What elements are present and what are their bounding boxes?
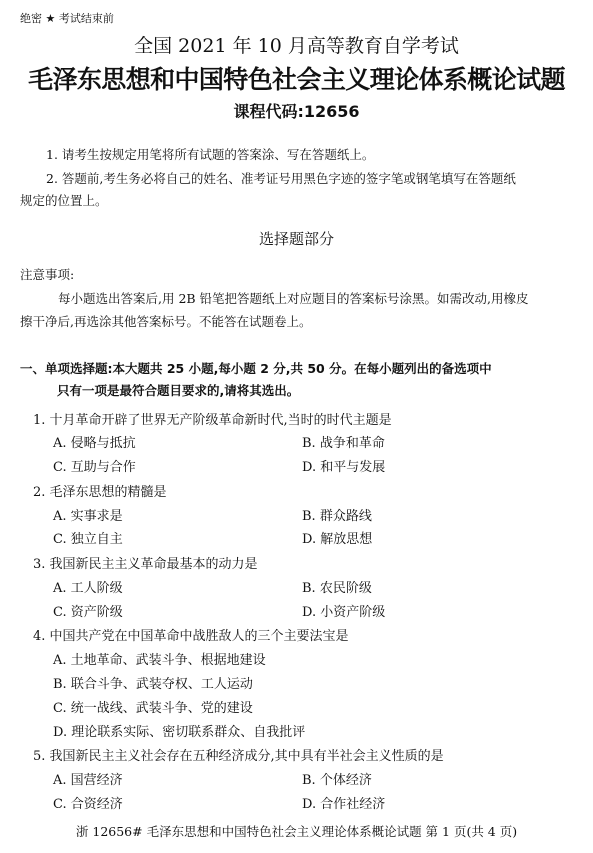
question-4-stem: 4. 中国共产党在中国革命中战胜敌人的三个主要法宝是 <box>33 629 349 644</box>
question-3-stem: 3. 我国新民主主义革命最基本的动力是 <box>33 557 258 572</box>
question-2-option-d: D. 解放思想 <box>302 532 373 547</box>
question-1-option-c: C. 互助与合作 <box>53 460 136 475</box>
question-5-option-b: B. 个体经济 <box>302 773 372 788</box>
instruction-2: 2. 答题前,考生务必将自己的姓名、准考证号用黑色字迹的签字笔或钢笔填写在答题纸 <box>46 171 516 186</box>
question-1-option-b: B. 战争和革命 <box>302 436 385 451</box>
notes-line-1: 每小题选出答案后,用 2B 铅笔把答题纸上对应题目的答案标号涂黑。如需改动,用橡皮 <box>58 291 529 306</box>
question-4-option-b: B. 联合斗争、武装夺权、工人运动 <box>53 677 253 692</box>
page-footer: 浙 12656# 毛泽东思想和中国特色社会主义理论体系概论试题 第 1 页(共 4 页) <box>75 824 518 839</box>
section-title: 选择题部分 <box>258 230 334 248</box>
notes-line-2: 擦干净后,再选涂其他答案标号。不能答在试题卷上。 <box>20 314 312 329</box>
part1-heading-continued: 只有一项是最符合题目要求的,请将其选出。 <box>57 383 300 398</box>
question-3-option-b: B. 农民阶级 <box>302 581 372 596</box>
question-1-stem: 1. 十月革命开辟了世界无产阶级革命新时代,当时的时代主题是 <box>33 413 392 428</box>
question-1-option-d: D. 和平与发展 <box>302 460 386 475</box>
question-5-stem: 5. 我国新民主主义社会存在五种经济成分,其中具有半社会主义性质的是 <box>33 749 444 764</box>
paper-title: 毛泽东思想和中国特色社会主义理论体系概论试题 <box>28 65 565 94</box>
question-3-option-d: D. 小资产阶级 <box>302 605 386 620</box>
confidential-label: 绝密 ★ 考试结束前 <box>20 12 114 25</box>
instruction-2-continued: 规定的位置上。 <box>20 193 108 208</box>
part1-heading: 一、单项选择题:本大题共 25 小题,每小题 2 分,共 50 分。在每小题列出的备选项中 <box>20 361 492 376</box>
question-4-option-c: C. 统一战线、武装斗争、党的建设 <box>53 701 253 716</box>
question-3-option-a: A. 工人阶级 <box>53 581 123 596</box>
exam-title: 全国 2021 年 10 月高等教育自学考试 <box>134 35 459 57</box>
question-3-option-c: C. 资产阶级 <box>53 605 123 620</box>
question-1-option-a: A. 侵略与抵抗 <box>53 436 136 451</box>
question-5-option-d: D. 合作社经济 <box>302 797 386 812</box>
question-2-option-c: C. 独立自主 <box>53 532 123 547</box>
notes-label: 注意事项: <box>20 267 75 282</box>
question-5-option-c: C. 合资经济 <box>53 797 123 812</box>
question-5-option-a: A. 国营经济 <box>53 773 123 788</box>
question-2-option-b: B. 群众路线 <box>302 509 372 524</box>
question-2-stem: 2. 毛泽东思想的精髓是 <box>33 485 167 500</box>
question-4-option-d: D. 理论联系实际、密切联系群众、自我批评 <box>53 725 306 740</box>
instruction-1: 1. 请考生按规定用笔将所有试题的答案涂、写在答题纸上。 <box>46 147 375 162</box>
course-code: 课程代码:12656 <box>233 102 360 121</box>
question-2-option-a: A. 实事求是 <box>53 509 123 524</box>
question-4-option-a: A. 土地革命、武装斗争、根据地建设 <box>53 653 266 668</box>
